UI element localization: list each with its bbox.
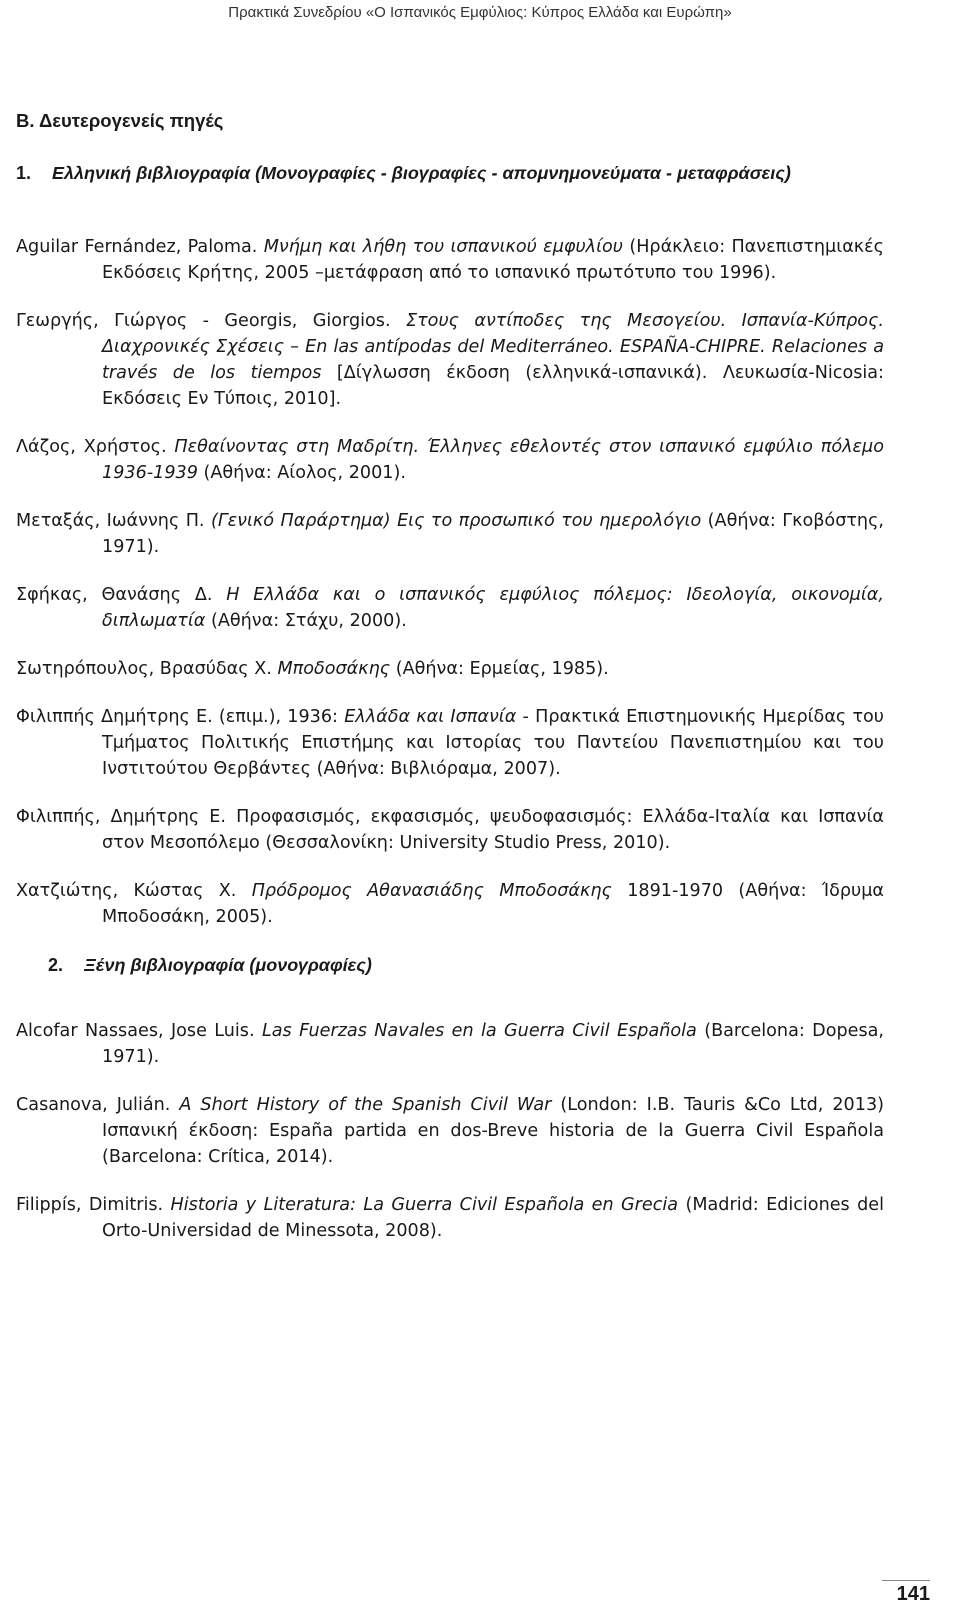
entry-title: Η Ελλάδα και ο ισπανικός εμφύλιος πόλεμος: Ιδεολογία, οικονομία, διπλωματία [102, 585, 884, 631]
entry-author: Filippís, Dimitris. [16, 1195, 171, 1215]
entry-publication: (Αθήνα: Ερμείας, 1985). [390, 659, 609, 679]
entry-title: Στους αντίποδες της Μεσογείου. Ισπανία-Κύπρος. Διαχρονικές Σχέσεις – En las antípodas del Mediterráneo. ESPAÑA-CHIPRE. Relaciones a través de los tiempos [102, 311, 884, 383]
subsection-title: Ελληνική βιβλιογραφία (Μονογραφίες - βιογραφίες - απομνημονεύματα - μεταφράσεις) [52, 163, 791, 183]
entry-publication: [Δίγλωσση έκδοση (ελληνικά-ισπανικά). Λευκωσία-Nicosia: Εκδόσεις Εν Τύποις, 2010]. [102, 363, 884, 409]
entry-title: Historia y Literatura: La Guerra Civil Española en Grecia [170, 1195, 679, 1215]
subsection-heading-foreign [48, 952, 884, 978]
entry-title: Μποδοσάκης [277, 659, 391, 679]
entry-author: Χατζιώτης, Κώστας Χ. [16, 881, 252, 901]
entry-text: Φιλιππής, Δημήτρης Ε. Προφασισμός, εκφασισμός, ψευδοφασισμός: Ελλάδα-Ιταλία και Ισπανία στον Μεσοπόλεμο (Θεσσαλονίκη: University Studio Press, 2010). [16, 807, 884, 853]
entry-title: A Short History of the Spanish Civil War [179, 1095, 552, 1115]
subsection-heading-greek [16, 160, 884, 186]
entry-publication: (Αθήνα: Γκοβόστης, 1971). [102, 511, 885, 557]
entry-title: Ελλάδα και Ισπανία [344, 707, 517, 727]
bibliography-entry [16, 1192, 884, 1244]
entry-publication: - Πρακτικά Επιστημονικής Ημερίδας του Τμήματος Πολιτικής Επιστήμης και Ιστορίας του Παντείου Πανεπιστημίου και του Ινστιτούτου Θερβάντες (Αθήνα: Βιβλιόραμα, 2007). [102, 707, 884, 779]
entry-publication: (Madrid: Ediciones del Orto-Universidad de Minessota, 2008). [102, 1195, 884, 1241]
subsection-title: Ξένη βιβλιογραφία (μονογραφίες) [84, 955, 372, 975]
entry-author: Σωτηρόπουλος, Βρασύδας Χ. [16, 659, 278, 679]
bibliography-entry [16, 1092, 884, 1170]
entry-publication: (Ηράκλειο: Πανεπιστημιακές Εκδόσεις Κρήτης, 2005 –μετάφραση από το ισπανικό πρωτότυπο του 1996). [102, 237, 885, 283]
entry-author: Casanova, Julián. [16, 1095, 180, 1115]
bibliography-entry [16, 508, 884, 560]
entry-title: Μνήμη και λήθη του ισπανικού εμφυλίου [263, 237, 623, 257]
section-heading: Β. Δευτερογενείς πηγές [16, 110, 224, 131]
running-header: Πρακτικά Συνεδρίου «Ο Ισπανικός Εμφύλιος: Κύπρος Ελλάδα και Ευρώπη» [228, 4, 732, 21]
bibliography-entry [16, 1018, 884, 1070]
entry-author: Μεταξάς, Ιωάννης Π. [16, 511, 211, 531]
page-number: 141 [882, 1580, 930, 1606]
entry-author: Γεωργής, Γιώργος - Georgis, Giorgios. [16, 311, 406, 331]
entry-publication: 1891-1970 (Αθήνα: Ίδρυμα Μποδοσάκη, 2005). [102, 881, 884, 927]
entry-author: Φιλιππής Δημήτρης Ε. (επιμ.), 1936: [16, 707, 345, 727]
entry-author: Λάζος, Χρήστος. [16, 437, 175, 457]
entry-publication: (Αθήνα: Αίολος, 2001). [197, 463, 406, 483]
bibliography-entry [16, 878, 884, 930]
bibliography-entry [16, 308, 884, 412]
subsection-number: 1. [16, 163, 32, 183]
entry-title: (Γενικό Παράρτημα) Εις το προσωπικό του ημερολόγιο [210, 511, 702, 531]
bibliography-entry [16, 434, 884, 486]
entry-title: Πρόδρομος Αθανασιάδης Μποδοσάκης [251, 881, 612, 901]
entry-author: Aguilar Fernández, Paloma. [16, 237, 264, 257]
bibliography-entry [16, 234, 884, 286]
bibliography-entry [16, 804, 884, 856]
entry-title: Πεθαίνοντας στη Μαδρίτη. Έλληνες εθελοντές στον ισπανικό εμφύλιο πόλεμο 1936-1939 [102, 437, 884, 483]
bibliography-entry [16, 704, 884, 782]
entry-publication: (London: I.B. Tauris &Co Ltd, 2013) Ισπανική έκδοση: España partida en dos-Breve historia de la Guerra Civil Española (Barcelona: Crítica, 2014). [102, 1095, 885, 1167]
entry-author: Alcofar Nassaes, Jose Luis. [16, 1021, 262, 1041]
page-content [16, 108, 884, 1266]
foreign-bibliography-list [16, 1018, 884, 1244]
bibliography-entry [16, 582, 884, 634]
subsection-number: 2. [48, 955, 64, 975]
greek-bibliography-list [16, 234, 884, 930]
bibliography-entry [16, 656, 884, 682]
entry-publication: (Αθήνα: Στάχυ, 2000). [205, 611, 407, 631]
entry-publication: (Barcelona: Dopesa, 1971). [102, 1021, 884, 1067]
entry-author: Σφήκας, Θανάσης Δ. [16, 585, 227, 605]
entry-title: Las Fuerzas Navales en la Guerra Civil Española [261, 1021, 697, 1041]
